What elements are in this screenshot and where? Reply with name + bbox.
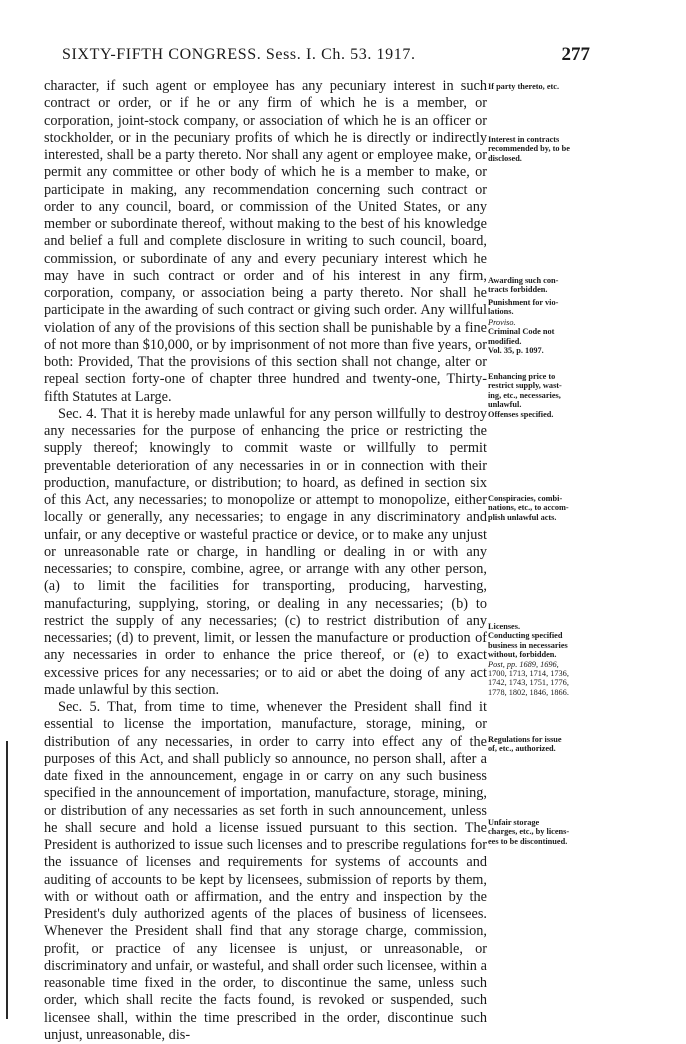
margin-note-punishment: Punishment for vio- lations. (488, 298, 559, 317)
margin-note-proviso: Proviso. Criminal Code not modified. Vol. 35, p. 1097. (488, 318, 555, 356)
paragraph-sec3-continued: character, if such agent or employee has any pecuniary interest in such contract or order, or if he or any firm of which he is a member, or corporation, joint-stock company, or association of which he is an officer or stockholder, or in the pecuniary profits of which he is directly or indirectly interested, shall be a party thereto. Nor shall any agent or employee make, or permit any committee or other body of which he is a member to make, or participate in making, any recommendation concerning such contract or order to any council, board, or commission of the United States, or any member or subordinate thereof, without making to the best of his knowledge and belief a full and complete disclosure in writing to such council, board, commission, or subordinate of any and every pecuniary interest which he may have in such contract or order and of his interest in any firm, corporation, company, or association being a party thereto. Nor shall he participate in the awarding of such contract or giving such order. Any willful violation of any of the provisions of this section shall be punishable by a fine of not more than $10,000, or by imprisonment of not more than five years, or both: Provided, That the provisions of this section shall not change, alter or repeal section forty-one of chapter three hundred and twenty-one, Thirty-fifth Statutes at Large. (44, 78, 487, 405)
margin-note-conspiracies: Conspiracies, combi- nations, etc., to accom- plish unlawful acts. (488, 494, 569, 522)
margin-note-enhancing-price: Enhancing price to restrict supply, wast- ing, etc., necessaries, unlawful. Offenses specified. (488, 372, 562, 419)
margin-note-awarding-forbidden: Awarding such con- tracts forbidden. (488, 276, 559, 295)
paragraph-sec4: Sec. 4. That it is hereby made unlawful for any person willfully to destroy any necessaries for the purpose of enhancing the price or restricting the supply thereof; knowingly to commit waste or willfully to permit preventable deterioration of any necessaries in or in connection with their production, manufacture, or distribution; to hoard, as defined in section six of this Act, any necessaries; to monopolize or attempt to monopolize, either locally or generally, any necessaries; to engage in any discriminatory and unfair, or any deceptive or wasteful practice or device, or to make any unjust or unreasonable rate or charge, in handling or dealing in or with any necessaries; to conspire, combine, agree, or arrange with any other person, (a) to limit the facilities for transporting, producing, harvesting, manufacturing, supplying, storing, or dealing in any necessaries; (b) to restrict the supply of any necessaries; (c) to restrict distribution of any necessaries; (d) to prevent, limit, or lessen the manufacture or production of any necessaries in order to enhance the price thereof, or (e) to exact excessive prices for any necessaries; or to aid or abet the doing of any act made unlawful by this section. (44, 405, 487, 698)
paragraph-sec5: Sec. 5. That, from time to time, whenever the President shall find it essential to license the importation, manufacture, storage, mining, or distribution of any necessaries, in order to carry into effect any of the purposes of this Act, and shall publicly so announce, no person shall, after a date fixed in the announcement, engage in or carry on any such business specified in the announcement of importation, manufacture, storage, mining, or distribution of any necessaries as set forth in such announcement, unless he shall secure and hold a license issued pursuant to this section. The President is authorized to issue such licenses and to prescribe regulations for the issuance of licenses and requirements for systems of accounts and auditing of accounts to be kept by licensees, submission of reports by them, with or without oath or affirmation, and the entry and inspection by the President's duly authorized agents of the places of business of licensees. Whenever the President shall find that any storage charge, commission, profit, or practice of any licensee is unjust, or unreasonable, or discriminatory and unfair, or wasteful, and shall order such licensee, within a reasonable time fixed in the order, to discontinue the same, unless such order, which shall recite the facts found, is revoked or suspended, such licensee shall, within the time prescribed in the order, discontinue such unjust, unreasonable, dis- (44, 699, 487, 1043)
margin-note-party-thereto: If party thereto, etc. (488, 82, 560, 91)
margin-note-regulations: Regulations for issue of, etc., authorized. (488, 735, 562, 754)
scan-edge-line (6, 741, 8, 1019)
page-number: 277 (561, 44, 590, 65)
running-title: SIXTY-FIFTH CONGRESS. Sess. I. Ch. 53. 1917. (62, 46, 416, 63)
statute-text (44, 78, 487, 1044)
margin-note-unfair-storage: Unfair storage charges, etc., by licens- ees to be discontinued. (488, 818, 570, 846)
margin-note-licenses: Licenses. Conducting specified business in necessaries without, forbidden. Post, pp. 1689, 1696, 1700, 1713, 1714, 1736, 1742, 1743, 1751, 1776, 1778, 1802, 1846, 1866. (488, 622, 569, 697)
page-header (62, 46, 590, 68)
margin-note-interest-disclosed: Interest in contracts recommended by, to be disclosed. (488, 135, 570, 163)
